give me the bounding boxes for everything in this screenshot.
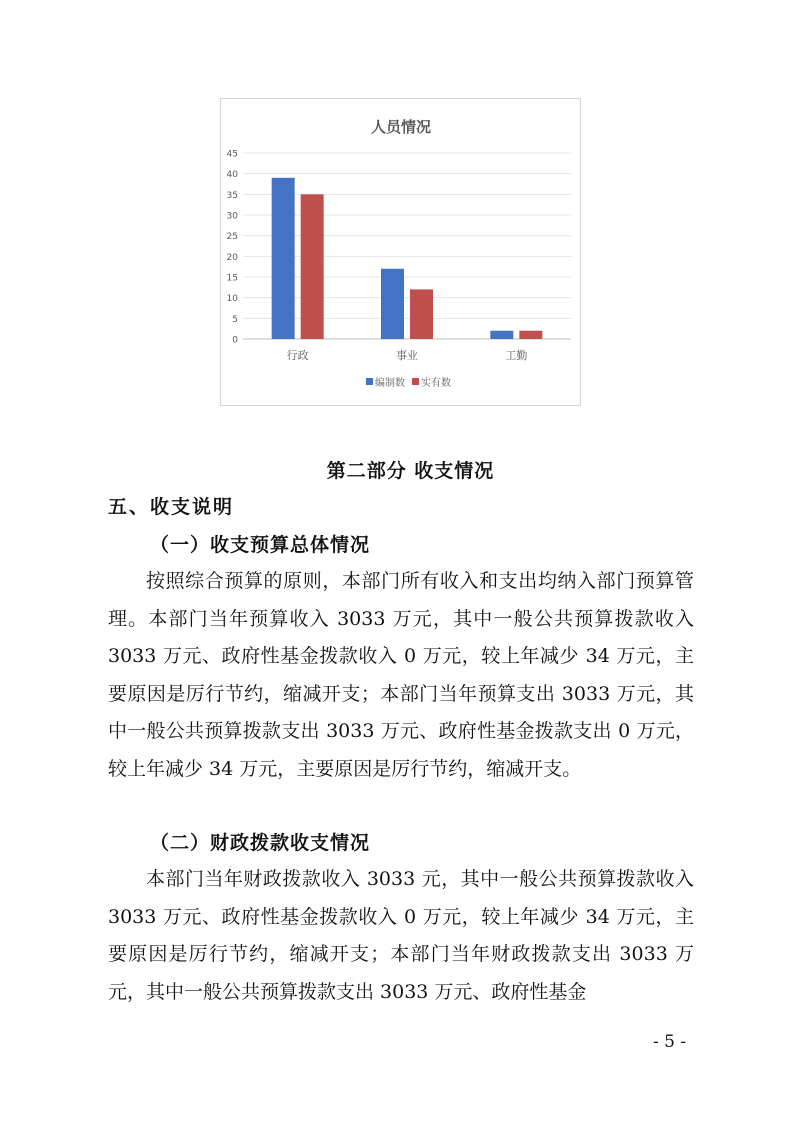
fiscal-appropriation-paragraph: 本部门当年财政拨款收入 3033 元，其中一般公共预算拨款收入 3033 万元、政府性基金拨款收入 0 万元，较上年减少 34 万元，主要原因是厉行节约，缩减开支；本部门当年财政拨款支出 3033 万元，其中一般公共预算拨款支出 3033 万元、政府性基金 [108,868,694,1003]
x-tick-label: 工勤 [505,349,528,362]
bar-planned [490,331,513,339]
chart-title: 人员情况 [370,118,432,136]
fiscal-appropriation-heading: （二）财政拨款收支情况 [150,832,371,854]
y-tick-label: 30 [226,211,238,222]
y-tick-label: 45 [226,149,238,160]
bar-actual [519,331,542,339]
x-tick-label: 行政 [286,349,309,362]
y-tick-label: 25 [226,232,238,243]
staff-chart-svg [221,99,580,405]
y-tick-label: 10 [226,294,238,305]
legend-label: 编制数 [375,378,405,389]
y-tick-label: 35 [226,190,238,201]
budget-overview-heading: （一）收支预算总体情况 [150,534,371,556]
legend-swatch [366,378,373,385]
part-title: 第二部分 收支情况 [326,460,495,482]
y-tick-label: 40 [226,170,238,181]
y-tick-label: 20 [226,252,238,263]
x-tick-label: 事业 [396,349,418,362]
page-number: - 5 - [653,1032,687,1052]
budget-overview-paragraph: 按照综合预算的原则，本部门所有收入和支出均纳入部门预算管理。本部门当年预算收入 3033 万元，其中一般公共预算拨款收入 3033 万元、政府性基金拨款收入 0 万元，较上年减少 34 万元，主要原因是厉行节约，缩减开支；本部门当年预算支出 3033 万元，其中一般公共预算拨款支出 3033 万元、政府性基金拨款支出 0 万元，较上年减少 34 万元，主要原因是厉行节约，缩减开支。 [108,570,694,780]
bar-planned [381,269,404,339]
y-tick-label: 0 [232,335,238,346]
y-tick-label: 15 [226,273,238,284]
bar-actual [301,194,324,339]
bar-planned [272,178,295,339]
staff-chart [220,98,581,406]
legend-label: 实有数 [421,378,451,389]
y-tick-label: 5 [232,314,238,325]
section-five-heading: 五、收支说明 [108,496,235,518]
bar-actual [410,289,433,339]
legend-swatch [412,378,419,385]
